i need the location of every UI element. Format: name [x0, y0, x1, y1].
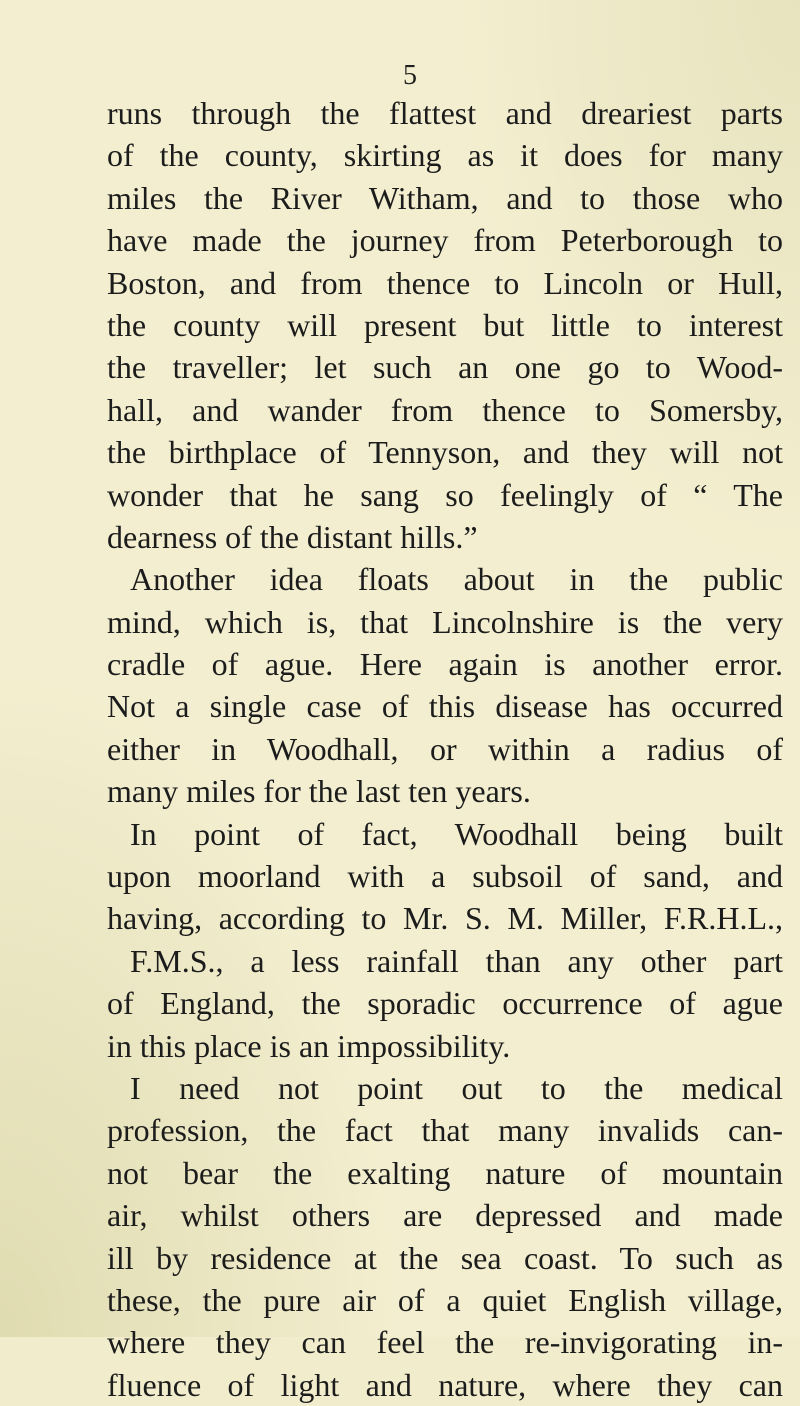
- text-line: runs through the flattest and dreariest parts: [107, 95, 783, 131]
- text-line: cradle of ague. Here again is another error.: [107, 646, 783, 683]
- text-line: Not a single case of this disease has occurred: [107, 688, 783, 725]
- text-line: profession, the fact that many invalids can-: [107, 1112, 783, 1149]
- text-line: ill by residence at the sea coast. To such as: [107, 1239, 783, 1276]
- text-line: mind, which is, that Lincolnshire is the very: [107, 603, 783, 640]
- text-line: dearness of the distant hills.”: [107, 518, 478, 555]
- page-number: 5: [403, 60, 417, 91]
- text-line: have made the journey from Peterborough to: [107, 222, 783, 259]
- text-line: the county will present but little to interest: [107, 306, 783, 343]
- text-line: of the county, skirting as it does for many: [107, 137, 783, 174]
- text-line: wonder that he sang so feelingly of “ The: [107, 476, 783, 513]
- text-line: miles the River Witham, and to those who: [107, 179, 783, 216]
- text-line: many miles for the last ten years.: [107, 773, 531, 810]
- text-line: in this place is an impossibility.: [107, 1027, 511, 1064]
- text-line: Boston, and from thence to Lincoln or Hull,: [107, 264, 783, 301]
- text-line: of England, the sporadic occurrence of ague: [107, 985, 783, 1022]
- body-text: [107, 92, 783, 1406]
- text-line: fluence of light and nature, where they can: [107, 1366, 783, 1403]
- text-line: upon moorland with a subsoil of sand, and: [107, 858, 783, 895]
- text-line: hall, and wander from thence to Somersby,: [107, 391, 783, 428]
- text-line: the traveller; let such an one go to Wood-: [107, 349, 783, 386]
- paragraph-start-line: I need not point out to the medical: [130, 1069, 783, 1106]
- text-line: either in Woodhall, or within a radius of: [107, 730, 783, 767]
- paragraph-start-line: Another idea floats about in the public: [130, 561, 783, 598]
- text-line: where they can feel the re-invigorating in-: [107, 1324, 783, 1361]
- text-line: air, whilst others are depressed and made: [107, 1197, 783, 1234]
- paragraph-start-line: In point of fact, Woodhall being built: [130, 815, 783, 852]
- text-line: not bear the exalting nature of mountain: [107, 1154, 783, 1191]
- text-line: F.M.S., a less rainfall than any other part: [130, 942, 783, 979]
- text-line: the birthplace of Tennyson, and they will not: [107, 434, 783, 471]
- text-line: these, the pure air of a quiet English village,: [107, 1281, 783, 1318]
- text-line: having, according to Mr. S. M. Miller, F.R.H.L.,: [107, 900, 783, 937]
